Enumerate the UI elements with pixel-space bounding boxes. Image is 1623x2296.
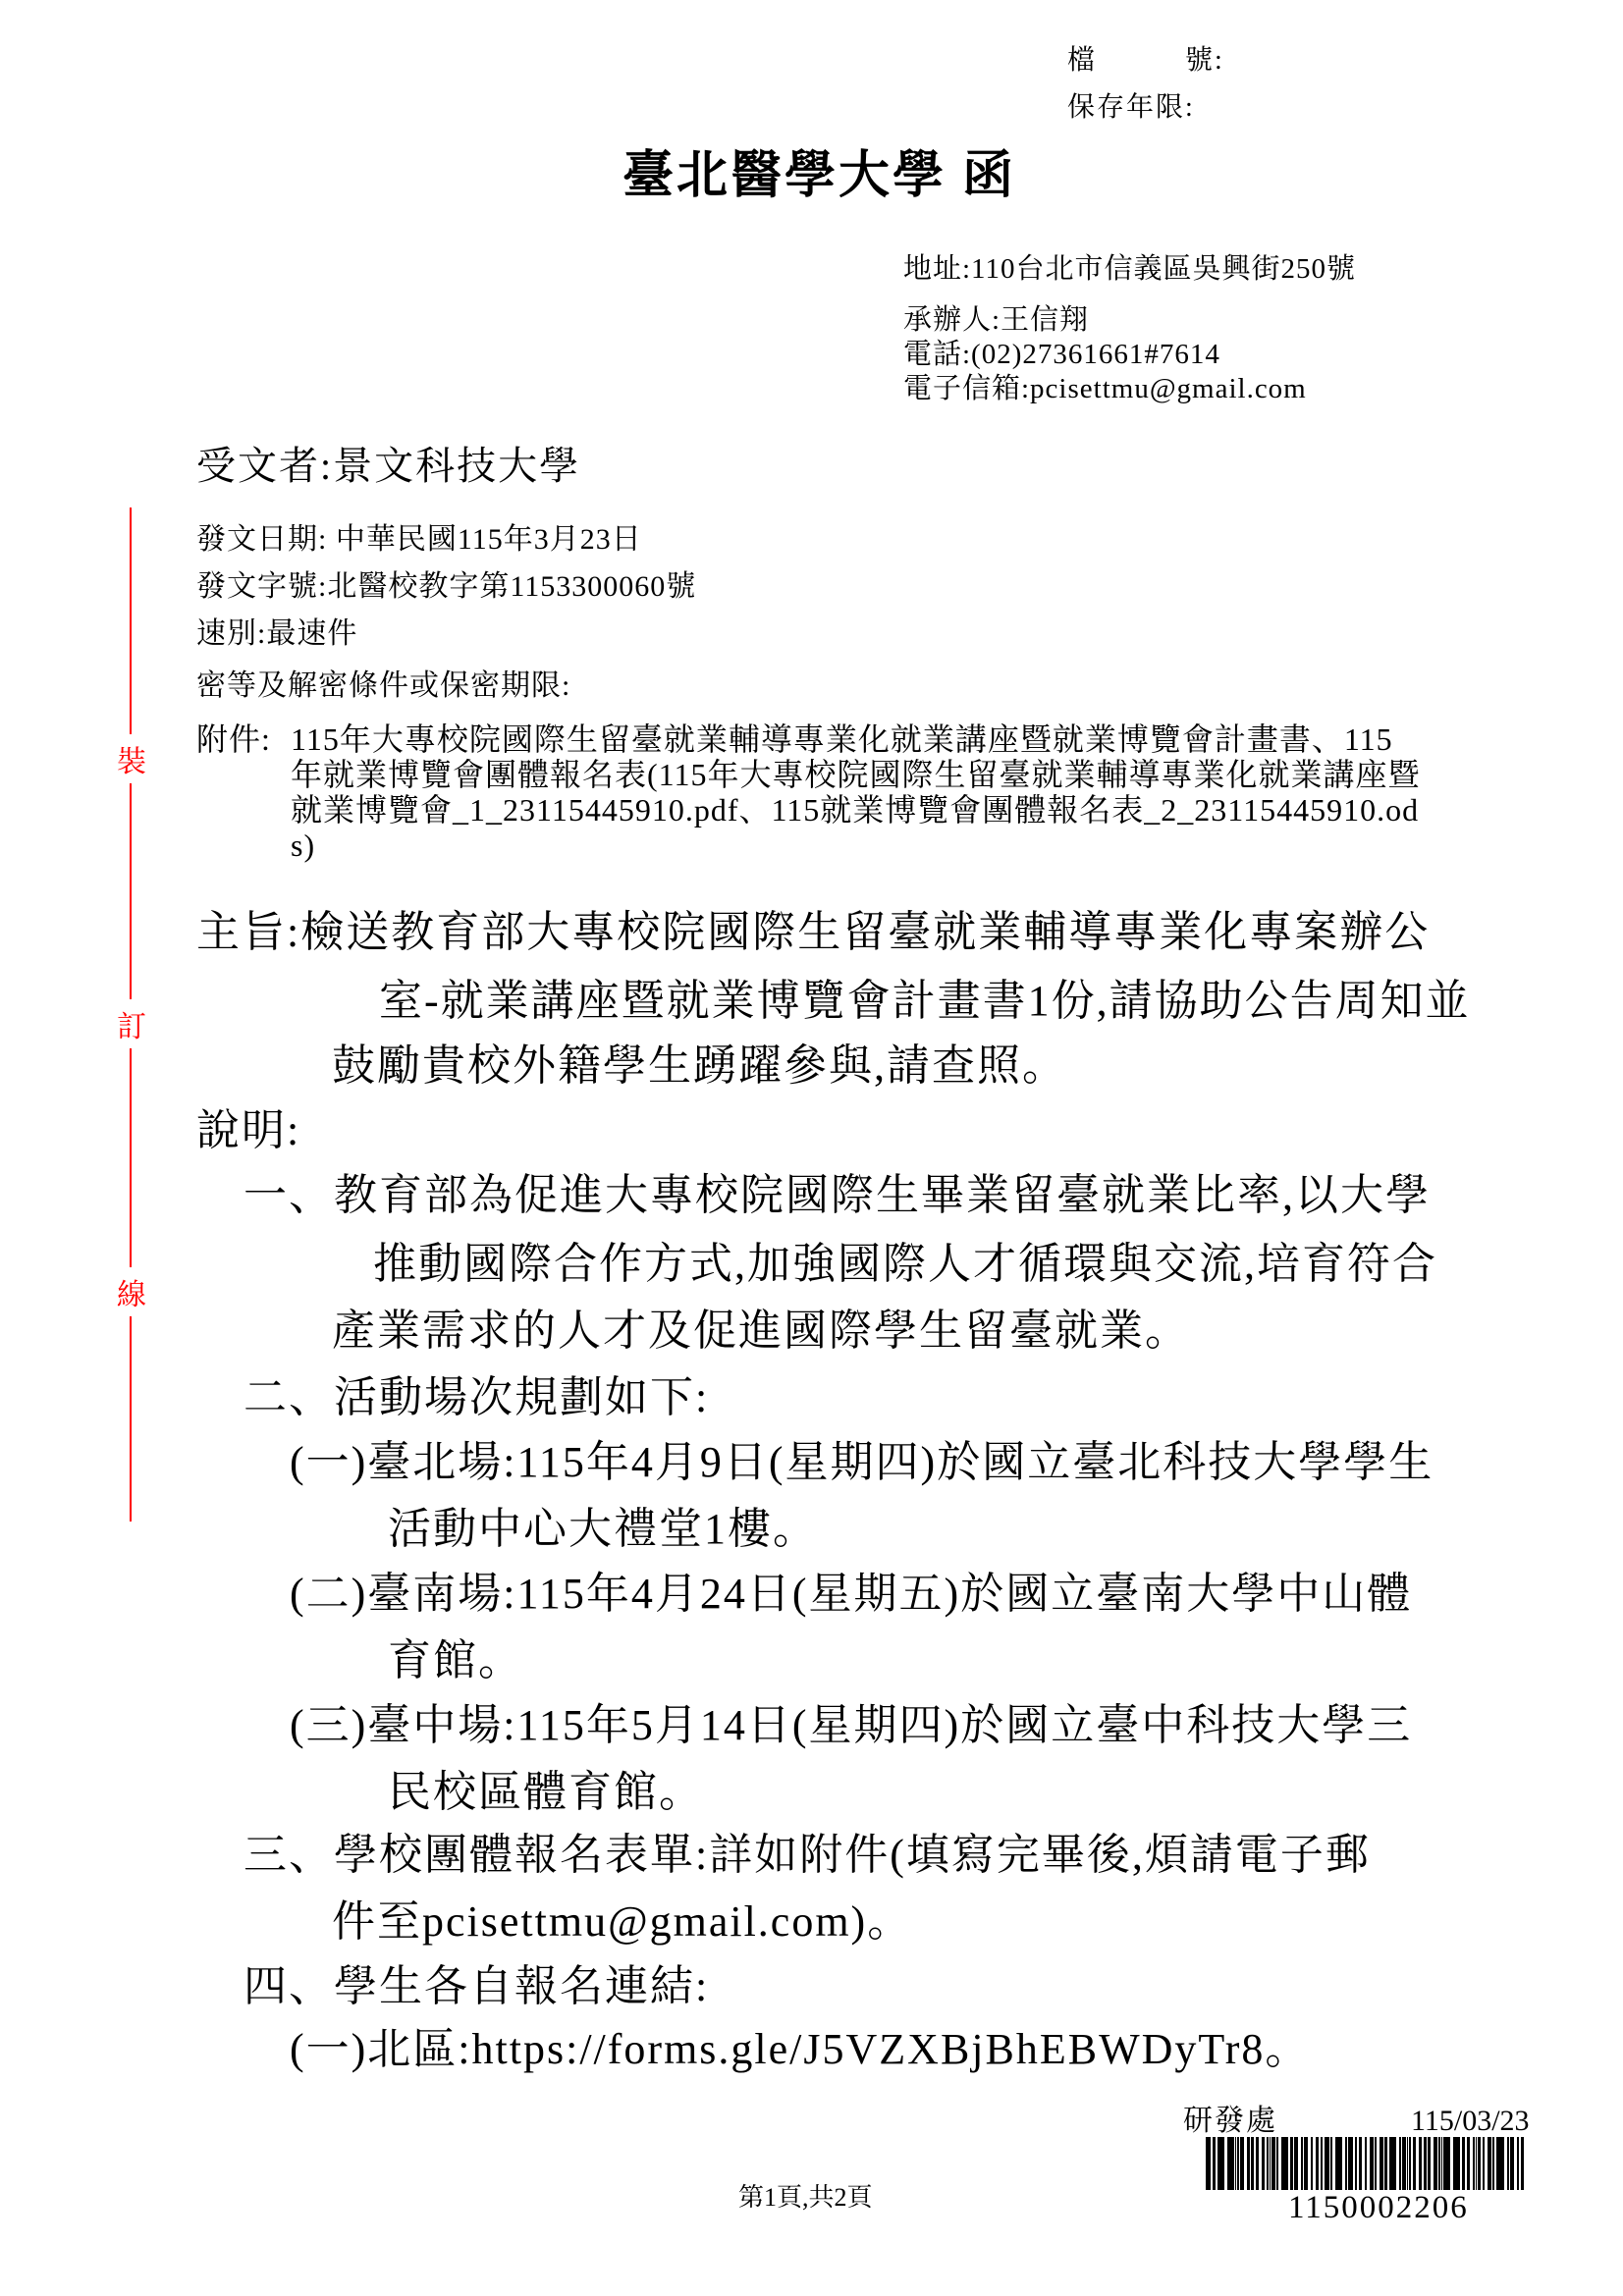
- doc-number-line: 發文字號:北醫校教字第1153300060號: [196, 570, 697, 603]
- item-3-line-2: 件至pcisettmu@gmail.com)。: [332, 1897, 913, 1946]
- subject-line-3: 鼓勵貴校外籍學生踴躍參與,請查照。: [332, 1041, 1067, 1090]
- subject-line-2: 室-就業講座暨就業博覽會計畫書1份,請協助公告周知並: [379, 977, 1471, 1025]
- recipient-line: 受文者:景文科技大學: [196, 444, 581, 488]
- registration-line-prefix: (一)北區:: [290, 2025, 472, 2073]
- venue-taipei-line-1: (一)臺北場:115年4月9日(星期四)於國立臺北科技大學學生: [290, 1438, 1434, 1486]
- binding-char-ding: 訂: [115, 999, 148, 1048]
- venue-taichung-line-2: 民校區體育館。: [388, 1768, 704, 1816]
- item-1-line-3: 產業需求的人才及促進國際學生留臺就業。: [332, 1307, 1190, 1355]
- explanation-heading: 說明:: [196, 1106, 301, 1154]
- document-title: 臺北醫學大學 函: [622, 148, 1017, 204]
- attachment-line: s): [291, 828, 316, 863]
- subject-line-1: 主旨:檢送教育部大專校院國際生留臺就業輔導專業化專案辦公: [196, 908, 1431, 956]
- speed-line: 速別:最速件: [196, 617, 358, 650]
- contact-person: 承辦人:王信翔: [903, 304, 1090, 336]
- venue-taipei-line-2: 活動中心大禮堂1樓。: [388, 1505, 818, 1553]
- venue-tainan-line-1: (二)臺南場:115年4月24日(星期五)於國立臺南大學中山體: [290, 1570, 1413, 1618]
- registration-link[interactable]: https://forms.gle/J5VZXBjBhEBWDyTr8: [471, 2025, 1266, 2073]
- registration-line-suffix: 。: [1265, 2025, 1311, 2073]
- binding-char-xian: 線: [115, 1267, 148, 1316]
- attachment-line: 就業博覽會_1_23115445910.pdf、115就業博覽會團體報名表_2_23115445910.od: [291, 792, 1420, 828]
- issue-date-line: 發文日期: 中華民國115年3月23日: [196, 523, 642, 556]
- retention-period-label: 保存年限:: [1067, 92, 1195, 123]
- stamp-date: 115/03/23: [1411, 2105, 1530, 2137]
- barcode-number: 1150002206: [1288, 2190, 1469, 2225]
- sender-address: 地址:110台北市信義區吳興街250號: [903, 253, 1356, 285]
- binding-char-zhuang: 裝: [115, 734, 148, 783]
- attachment-line: 年就業博覽會團體報名表(115年大專校院國際生留臺就業輔導專業化就業講座暨: [291, 757, 1421, 792]
- item-2-heading: 二、活動場次規劃如下:: [243, 1373, 710, 1421]
- page-indicator: 第1頁,共2頁: [738, 2183, 873, 2212]
- contact-email: 電子信箱:pcisettmu@gmail.com: [903, 373, 1307, 404]
- item-4-heading: 四、學生各自報名連結:: [243, 1962, 710, 2010]
- security-line: 密等及解密條件或保密期限:: [196, 669, 571, 702]
- barcode: [1206, 2137, 1524, 2190]
- item-3-line-1: 三、學校團體報名表單:詳如附件(填寫完畢後,煩請電子郵: [243, 1831, 1371, 1879]
- file-number-label: 檔 號:: [1067, 45, 1224, 76]
- item-1-line-1: 一、教育部為促進大專校院國際生畢業留臺就業比率,以大學: [243, 1171, 1431, 1219]
- venue-taichung-line-1: (三)臺中場:115年5月14日(星期四)於國立臺中科技大學三: [290, 1701, 1413, 1749]
- registration-line: [290, 2025, 1311, 2073]
- item-1-line-2: 推動國際合作方式,加強國際人才循環與交流,培育符合: [373, 1240, 1437, 1288]
- attachment-line: 115年大專校院國際生留臺就業輔導專業化就業講座暨就業博覽會計畫書、115: [291, 721, 1393, 757]
- department-stamp: 研發處: [1183, 2105, 1277, 2137]
- venue-tainan-line-2: 育館。: [388, 1636, 523, 1684]
- attachment-label: 附件:: [196, 721, 271, 757]
- contact-phone: 電話:(02)27361661#7614: [903, 339, 1220, 370]
